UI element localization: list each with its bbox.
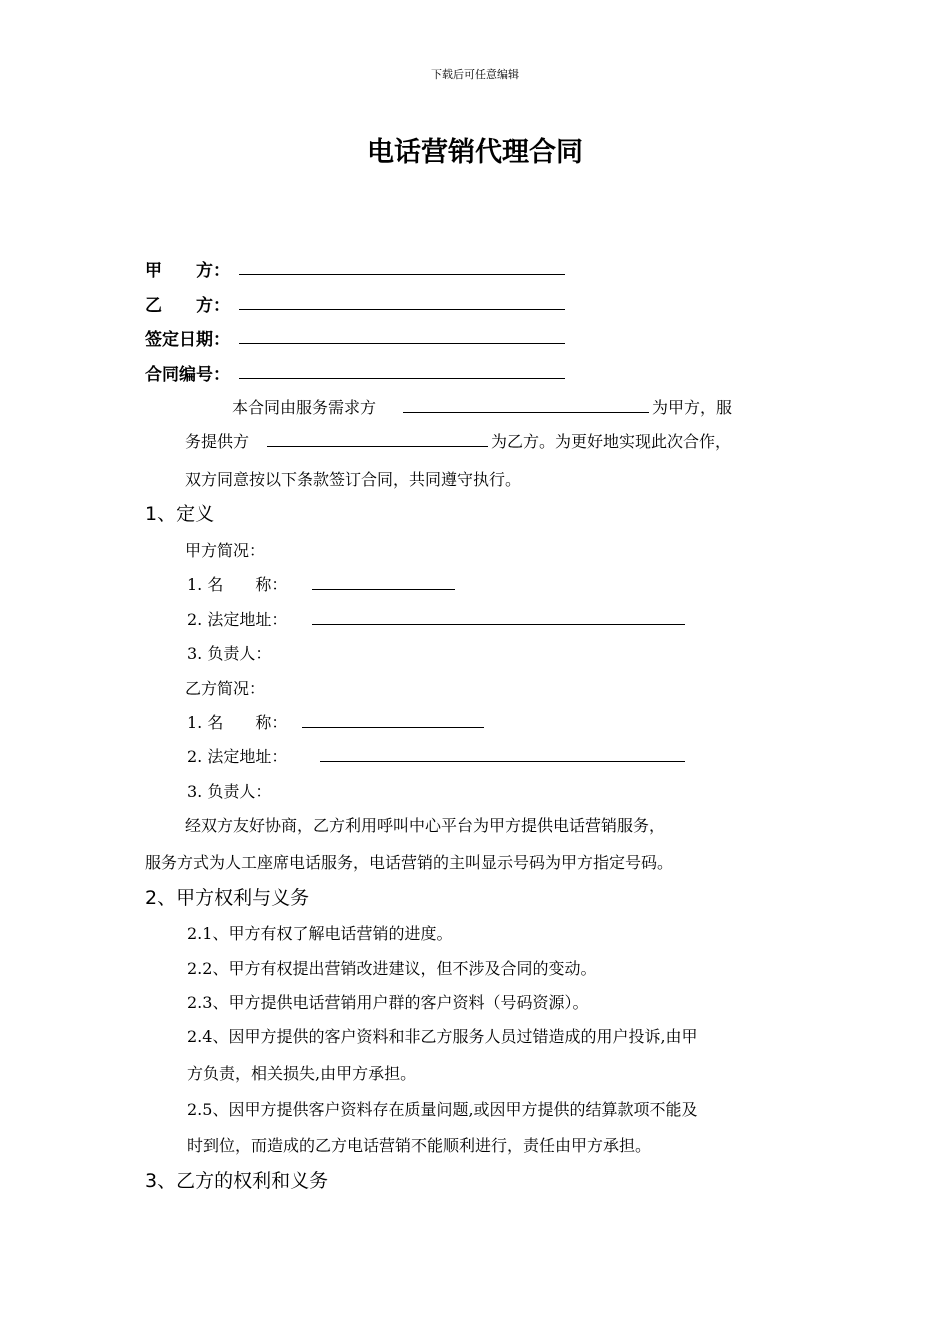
party-a-label: 甲 方： <box>145 261 230 281</box>
clause-2-1: 2.1、甲方有权了解电话营销的进度。 <box>187 924 453 943</box>
a-name-label: 1. 名 称： <box>187 575 288 594</box>
a-address-blank[interactable] <box>312 624 685 625</box>
clause-2-5-line2: 时到位，而造成的乙方电话营销不能顺利进行，责任由甲方承担。 <box>187 1136 652 1155</box>
b-name-label: 1. 名 称： <box>187 713 288 732</box>
contract-no-blank[interactable] <box>239 378 565 379</box>
sign-date-label: 签定日期： <box>145 330 230 350</box>
a-name-blank[interactable] <box>312 589 455 590</box>
intro-line2-pre: 务提供方 <box>185 432 250 451</box>
contract-no-label: 合同编号： <box>145 365 230 385</box>
b-address-label: 2. 法定地址： <box>187 747 288 766</box>
party-a-blank[interactable] <box>239 274 565 275</box>
party-b-intro: 乙方简况： <box>185 679 266 698</box>
clause-2-4-line2: 方负责，相关损失,由甲方承担。 <box>187 1064 417 1083</box>
section3-heading: 3、乙方的权利和义务 <box>145 1170 329 1192</box>
section2-heading: 2、甲方权利与义务 <box>145 887 310 909</box>
demand-party-blank[interactable] <box>403 412 649 413</box>
b-name-blank[interactable] <box>302 727 484 728</box>
section1-para-line2: 服务方式为人工座席电话服务，电话营销的主叫显示号码为甲方指定号码。 <box>145 853 674 872</box>
party-b-blank[interactable] <box>239 309 565 310</box>
b-person-label: 3. 负责人： <box>187 782 272 801</box>
party-a-intro: 甲方简况： <box>185 541 266 560</box>
clause-2-2: 2.2、甲方有权提出营销改进建议，但不涉及合同的变动。 <box>187 959 597 978</box>
header-note: 下载后可任意编辑 <box>431 68 519 81</box>
intro-line1-post: 为甲方，服 <box>652 398 733 417</box>
clause-2-5-line1: 2.5、因甲方提供客户资料存在质量问题,或因甲方提供的结算款项不能及 <box>187 1100 698 1119</box>
section1-para-line1: 经双方友好协商，乙方利用呼叫中心平台为甲方提供电话营销服务， <box>185 816 666 835</box>
section1-heading: 1、定义 <box>145 503 215 525</box>
service-party-blank[interactable] <box>267 446 488 447</box>
sign-date-blank[interactable] <box>239 343 565 344</box>
a-address-label: 2. 法定地址： <box>187 610 288 629</box>
party-b-label: 乙 方： <box>145 296 230 316</box>
clause-2-4-line1: 2.4、因甲方提供的客户资料和非乙方服务人员过错造成的用户投诉,由甲 <box>187 1027 698 1046</box>
b-address-blank[interactable] <box>320 761 685 762</box>
a-person-label: 3. 负责人： <box>187 644 272 663</box>
document-title: 电话营销代理合同 <box>367 137 583 168</box>
intro-line1-pre: 本合同由服务需求方 <box>232 398 377 417</box>
intro-line3: 双方同意按以下条款签订合同，共同遵守执行。 <box>185 470 522 489</box>
intro-line2-post: 为乙方。为更好地实现此次合作， <box>491 432 732 451</box>
clause-2-3: 2.3、甲方提供电话营销用户群的客户资料（号码资源）。 <box>187 993 589 1012</box>
